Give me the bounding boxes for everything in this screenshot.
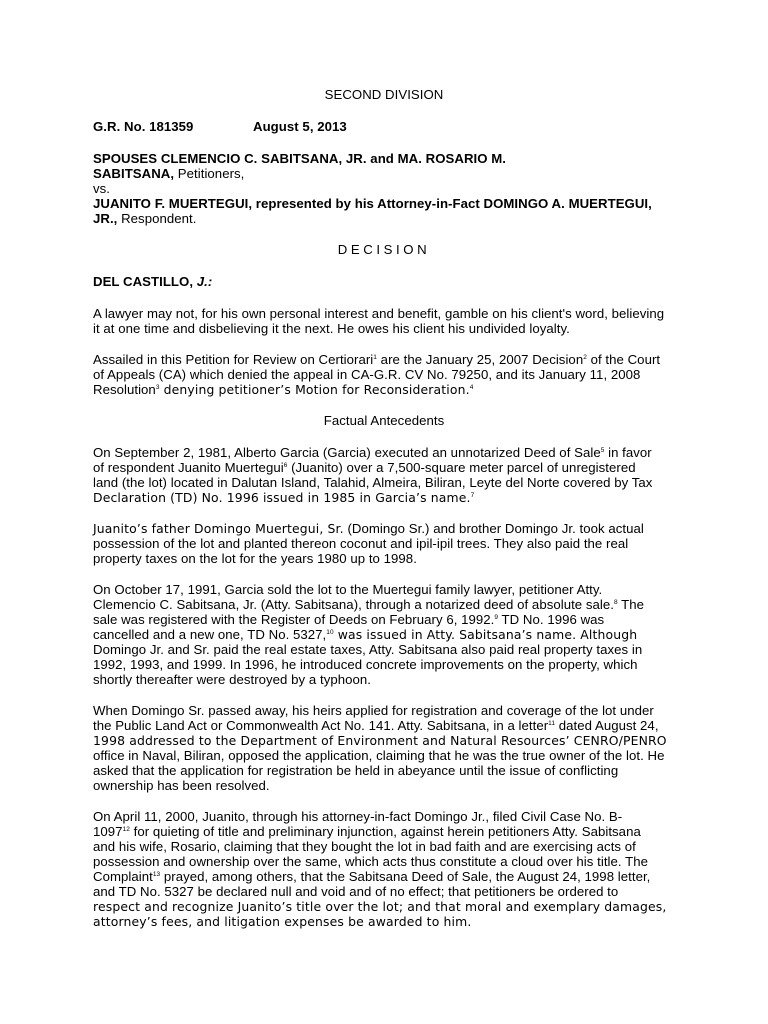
paragraph-6-line: 1998 addressed to the Department of Environment and Natural Resources’ CENRO/PENRO [93, 733, 667, 748]
paragraph-5-line: On October 17, 1991, Garcia sold the lot to the Muertegui family lawyer, petitioner Atty. [93, 582, 603, 597]
paragraph-1-line: it at one time and disbelieving it the next. He owes his client his undivided loyalty. [93, 321, 570, 336]
footnote-ref[interactable]: 13 [152, 871, 161, 878]
paragraph-4-line: possession of the lot and planted thereon coconut and ipil-ipil trees. They also paid the real [93, 536, 629, 551]
paragraph-6-line: ownership has been resolved. [93, 778, 270, 793]
paragraph-4-line: property taxes on the lot for the years 1980 up to 1998. [93, 551, 417, 566]
footnote-ref[interactable]: 7 [470, 492, 475, 499]
paragraph-3-line: On September 2, 1981, Alberto Garcia (Garcia) executed an unnotarized Deed of Sale$^5$ in favor [93, 445, 652, 460]
decision-heading: DECISION [337, 242, 431, 257]
footnote-ref[interactable]: 3 [155, 384, 160, 391]
paragraph-5-line: Domingo Jr. and Sr. paid the real estate taxes, Atty. Sabitsana also paid real property taxes in [93, 642, 643, 657]
paragraph-7-line: On April 11, 2000, Juanito, through his attorney-in-fact Domingo Jr., filed Civil Case No. B- [93, 809, 623, 824]
footnote-ref[interactable]: 2 [583, 354, 587, 361]
footnote-ref[interactable]: 5 [600, 447, 605, 454]
paragraph-7-line: attorney’s fees, and litigation expenses be awarded to him. [93, 914, 472, 929]
paragraph-7-line: Complaint$^{13}$ prayed, among others, that the Sabitsana Deed of Sale, the August 24, 1998 letter, [93, 869, 651, 884]
paragraph-3-line: of respondent Juanito Muertegui$^6$ (Juanito) over a 7,500-square meter parcel of unregistered [93, 460, 636, 475]
decision-date: August 5, 2013 [253, 119, 347, 134]
paragraph-5-line: Clemencio C. Sabitsana, Jr. (Atty. Sabitsana), through a notarized deed of absolute sale.$^8$ The [93, 597, 645, 612]
footnote-ref[interactable]: 12 [122, 826, 130, 833]
footnote-ref[interactable]: 1 [373, 354, 377, 361]
paragraph-7-line: and TD No. 5327 be declared null and void and of no effect; that petitioners be ordered to [93, 884, 619, 899]
paragraph-2-line: of Appeals (CA) which denied the appeal in CA-G.R. CV No. 79250, and its January 11, 2008 [93, 367, 641, 382]
paragraph-7-line: and his wife, Rosario, claiming that they bought the lot in bad faith and are exercising acts of [93, 839, 636, 854]
footnote-ref[interactable]: 8 [614, 599, 618, 606]
footnote-ref[interactable]: 9 [494, 614, 499, 621]
footnote-ref[interactable]: 4 [469, 384, 474, 391]
footnote-ref[interactable]: 10 [326, 629, 334, 636]
paragraph-6-line: office in Naval, Biliran, opposed the application, claiming that he was the true owner of the lot. He [93, 748, 665, 763]
paragraph-5-line: 1992, 1993, and 1999. In 1996, he introduced concrete improvements on the property, which [93, 657, 638, 672]
section-heading-factual-antecedents: Factual Antecedents [323, 413, 445, 428]
case-number-line [93, 119, 347, 134]
paragraph-6-line: the Public Land Act or Commonwealth Act No. 141. Atty. Sabitsana, in a letter$^{11}$ dated August 24, [93, 718, 659, 733]
footnote-ref[interactable]: 6 [283, 462, 288, 469]
paragraph-1-line: A lawyer may not, for his own personal interest and benefit, gamble on his client's word, believing [93, 306, 665, 321]
paragraph-5-line: cancelled and a new one, TD No. 5327,10 was issued in Atty. Sabitsana’s name. Although [93, 627, 638, 642]
paragraph-2-line: Assailed in this Petition for Review on Certiorari$^1$ are the January 25, 2007 Decision$^2$ of the Court [93, 352, 661, 367]
caption-respondent: JUANITO F. MUERTEGUI, represented by his Attorney-in-Fact DOMINGO A. MUERTEGUI, [93, 196, 652, 211]
footnote-ref[interactable]: 11 [548, 720, 556, 727]
paragraph-2-line: Resolution$^3$ denying petitioner’s Motion for Reconsideration.$^4$ [93, 382, 474, 397]
caption-vs: vs. [93, 181, 111, 196]
caption-petitioners-cont: SABITSANA, Petitioners, [93, 166, 245, 181]
paragraph-5-line: sale was registered with the Register of Deeds on February 6, 1992.$^9$ TD No. 1996 was [93, 612, 605, 627]
division-heading: SECOND DIVISION [324, 87, 444, 102]
paragraph-7-line: possession and ownership over the same, which acts thus constitute a cloud over his title. The [93, 854, 648, 869]
paragraph-7-line: 1097$^{12}$ for quieting of title and preliminary injunction, against herein petitioners Atty. Sabitsana [93, 824, 641, 839]
paragraph-3-line: Declaration (TD) No. 1996 issued in 1985 in Garcia’s name.$^7$ [93, 490, 475, 505]
caption-petitioners: SPOUSES CLEMENCIO C. SABITSANA, JR. and MA. ROSARIO M. [93, 151, 507, 166]
paragraph-6-line: When Domingo Sr. passed away, his heirs applied for registration and coverage of the lot under [93, 703, 654, 718]
caption-respondent-cont: JR., Respondent. [93, 211, 197, 226]
paragraph-4-line: Juanito’s father Domingo Muertegui, Sr. (Domingo Sr.) and brother Domingo Jr. took actual [93, 521, 644, 536]
gr-number: G.R. No. 181359 [93, 119, 194, 134]
ponente: DEL CASTILLO, J.: [93, 274, 213, 289]
paragraph-6-line: asked that the application for registration be held in abeyance until the issue of conflicting [93, 763, 619, 778]
paragraph-5-line: shortly thereafter were destroyed by a typhoon. [93, 672, 371, 687]
paragraph-3-line: land (the lot) located in Dalutan Island, Talahid, Almeira, Biliran, Leyte del Norte covered by Tax [93, 475, 653, 490]
paragraph-7-line: respect and recognize Juanito’s title over the lot; and that moral and exemplary damages, [93, 899, 667, 914]
